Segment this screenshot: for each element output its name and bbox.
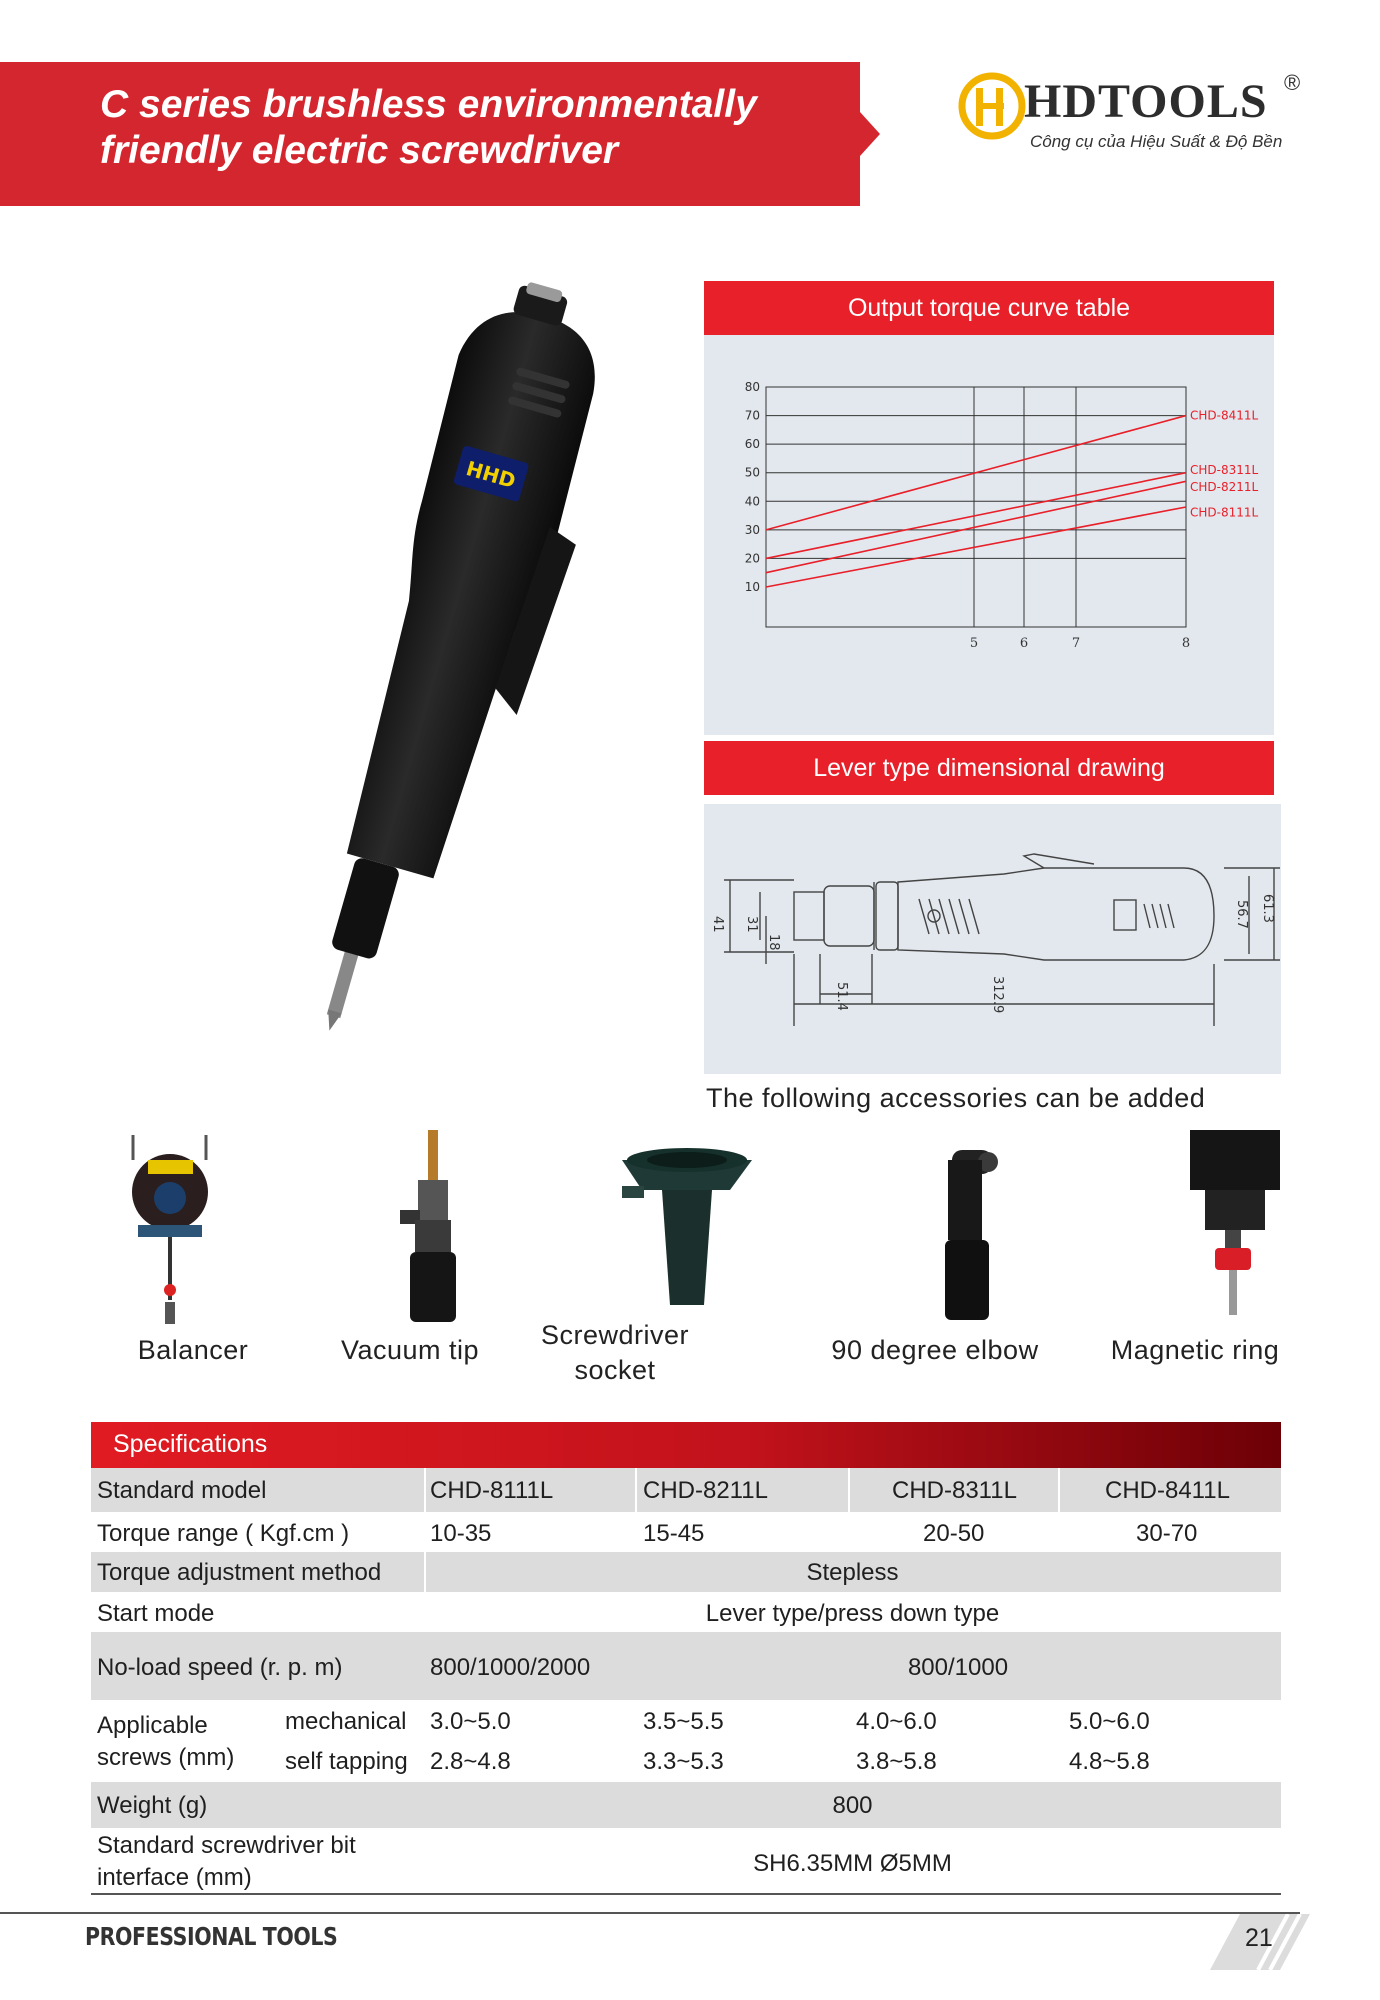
brand-tagline: Công cụ của Hiệu Suất & Độ Bền <box>1030 132 1283 151</box>
dim-51: 51.4 <box>834 982 849 1011</box>
spec-row-start-mode <box>91 1592 1281 1632</box>
spec-mech-1: 3.0~5.0 <box>430 1708 511 1735</box>
brand-name: HDTOOLS <box>1024 75 1268 128</box>
chart-series-line <box>766 507 1186 587</box>
spec-label-mechanical: mechanical <box>285 1708 407 1735</box>
spec-table-bottom-rule <box>91 1893 1281 1895</box>
spec-label-screws-2: screws (mm) <box>97 1744 235 1771</box>
spec-torque-2: 15-45 <box>643 1520 705 1547</box>
elbow-image <box>890 1130 1030 1330</box>
bit-shaft <box>327 947 360 1018</box>
spec-adjustment-value: Stepless <box>806 1559 899 1586</box>
spec-torque-3: 20-50 <box>923 1520 985 1547</box>
spec-start-mode-value: Lever type/press down type <box>705 1600 1000 1627</box>
registered-mark: ® <box>1284 70 1301 95</box>
spec-speed-first: 800/1000/2000 <box>430 1654 591 1681</box>
screwdriver-socket-image <box>612 1130 752 1330</box>
torque-chart-header: Output torque curve table <box>704 281 1274 335</box>
accessory-label-elbow <box>810 1333 1060 1368</box>
chart-y-tick-label: 10 <box>744 580 760 594</box>
spec-speed-rest: 800/1000 <box>907 1654 1009 1681</box>
chart-y-tick-label: 20 <box>744 551 760 566</box>
footer-rule <box>0 1912 1300 1914</box>
spec-tap-1: 2.8~4.8 <box>430 1748 511 1775</box>
accessory-label-socket-line2: socket <box>574 1355 656 1385</box>
banner-arrow <box>860 112 880 156</box>
spec-row-speed <box>91 1632 1281 1700</box>
specifications-title: Specifications <box>113 1430 268 1458</box>
chart-series-line <box>766 473 1186 559</box>
spec-model-1: CHD-8111L <box>430 1477 554 1504</box>
spec-model-2: CHD-8211L <box>643 1477 768 1504</box>
chart-series-label: CHD-8111L <box>1190 505 1259 520</box>
spec-label-model: Standard model <box>97 1477 267 1504</box>
chart-x-tick-label: 6 <box>1019 636 1029 651</box>
spec-label-bit-2: interface (mm) <box>97 1864 252 1891</box>
spec-row-torque <box>91 1512 1281 1552</box>
spec-mech-4: 5.0~6.0 <box>1069 1708 1150 1735</box>
vacuum-tip-image <box>360 1130 500 1330</box>
page-title-line2: friendly electric screwdriver <box>100 129 619 172</box>
page-number: 21 <box>1245 1924 1273 1952</box>
spec-label-start-mode: Start mode <box>97 1600 215 1627</box>
chart-series-label: CHD-8411L <box>1190 408 1259 423</box>
spec-label-bit-1: Standard screwdriver bit <box>97 1832 356 1859</box>
spec-model-4: CHD-8411L <box>1105 1477 1230 1504</box>
spec-label-self-tapping: self tapping <box>285 1748 408 1775</box>
spec-mech-2: 3.5~5.5 <box>643 1708 724 1735</box>
brand-logo-icon <box>956 70 1028 142</box>
balancer-image <box>118 1130 258 1330</box>
screwdriver-product-image <box>210 280 680 1050</box>
spec-label-adjustment: Torque adjustment method <box>97 1559 382 1586</box>
chart-y-tick-label: 30 <box>744 522 760 537</box>
spec-label-weight: Weight (g) <box>97 1792 208 1819</box>
dim-31: 31 <box>744 916 759 933</box>
magnetic-ring-image <box>1145 1130 1285 1330</box>
accessory-label-balancer-text: Balancer <box>137 1335 249 1365</box>
product-label: HHD <box>463 456 519 494</box>
dimension-drawing-header: Lever type dimensional drawing <box>704 741 1274 795</box>
accessory-label-magnetic-ring-text: Magnetic ring <box>1110 1335 1280 1365</box>
spec-row-bit-interface <box>91 1828 1281 1893</box>
chart-y-tick-label: 70 <box>744 408 760 423</box>
accessories-title: The following accessories can be added <box>706 1083 1206 1113</box>
spec-label-torque: Torque range ( Kgf.cm ) <box>97 1520 350 1547</box>
dim-18: 18 <box>766 934 781 951</box>
specifications-header <box>91 1422 1281 1468</box>
chart-y-tick-label: 60 <box>744 437 760 452</box>
dim-56: 56.7 <box>1234 900 1249 929</box>
chart-series-line <box>766 481 1186 572</box>
chart-y-tick-label: 80 <box>744 380 760 394</box>
accessory-label-socket <box>520 1318 710 1388</box>
spec-torque-1: 10-35 <box>430 1520 492 1547</box>
chart-y-tick-label: 40 <box>744 494 760 509</box>
spec-label-speed: No-load speed (r. p. m) <box>97 1654 343 1681</box>
torque-chart <box>704 335 1274 735</box>
spec-tap-3: 3.8~5.8 <box>856 1748 937 1775</box>
spec-bit-value: SH6.35MM Ø5MM <box>753 1850 952 1877</box>
chart-y-tick-label: 50 <box>744 465 760 480</box>
spec-weight-value: 800 <box>832 1792 873 1819</box>
accessory-label-balancer <box>108 1333 278 1368</box>
accessory-label-socket-line1: Screwdriver <box>540 1320 690 1350</box>
page-title <box>100 82 860 174</box>
chart-plot-frame <box>766 387 1186 627</box>
spec-model-3: CHD-8311L <box>892 1477 1017 1504</box>
footer-text: PROFESSIONAL TOOLS <box>85 1922 338 1951</box>
accessory-label-magnetic-ring <box>1095 1333 1295 1368</box>
chart-x-tick-label: 7 <box>1071 636 1081 651</box>
spec-row-adjustment <box>91 1552 1281 1592</box>
dim-61: 61.3 <box>1260 894 1275 923</box>
chart-x-tick-label: 5 <box>969 636 979 651</box>
dimension-drawing <box>704 804 1281 1074</box>
accessory-label-elbow-text: 90 degree elbow <box>831 1335 1039 1365</box>
spec-row-weight <box>91 1782 1281 1828</box>
dim-41: 41 <box>710 916 725 933</box>
chart-x-tick-label: 8 <box>1181 636 1191 651</box>
spec-tap-2: 3.3~5.3 <box>643 1748 724 1775</box>
accessory-label-vacuum-tip-text: Vacuum tip <box>340 1335 480 1365</box>
accessory-label-vacuum-tip <box>320 1333 500 1368</box>
spec-torque-4: 30-70 <box>1136 1520 1198 1547</box>
spec-tap-4: 4.8~5.8 <box>1069 1748 1150 1775</box>
spec-label-screws-1: Applicable <box>97 1712 208 1739</box>
dim-312: 312.9 <box>990 976 1005 1014</box>
page-title-line1: C series brushless environmentally <box>100 83 757 126</box>
spec-mech-3: 4.0~6.0 <box>856 1708 937 1735</box>
chart-series-label: CHD-8211L <box>1190 480 1259 494</box>
spec-row-model <box>91 1468 1281 1512</box>
chart-series-label: CHD-8311L <box>1190 462 1259 477</box>
spec-row-screws <box>91 1700 1281 1782</box>
